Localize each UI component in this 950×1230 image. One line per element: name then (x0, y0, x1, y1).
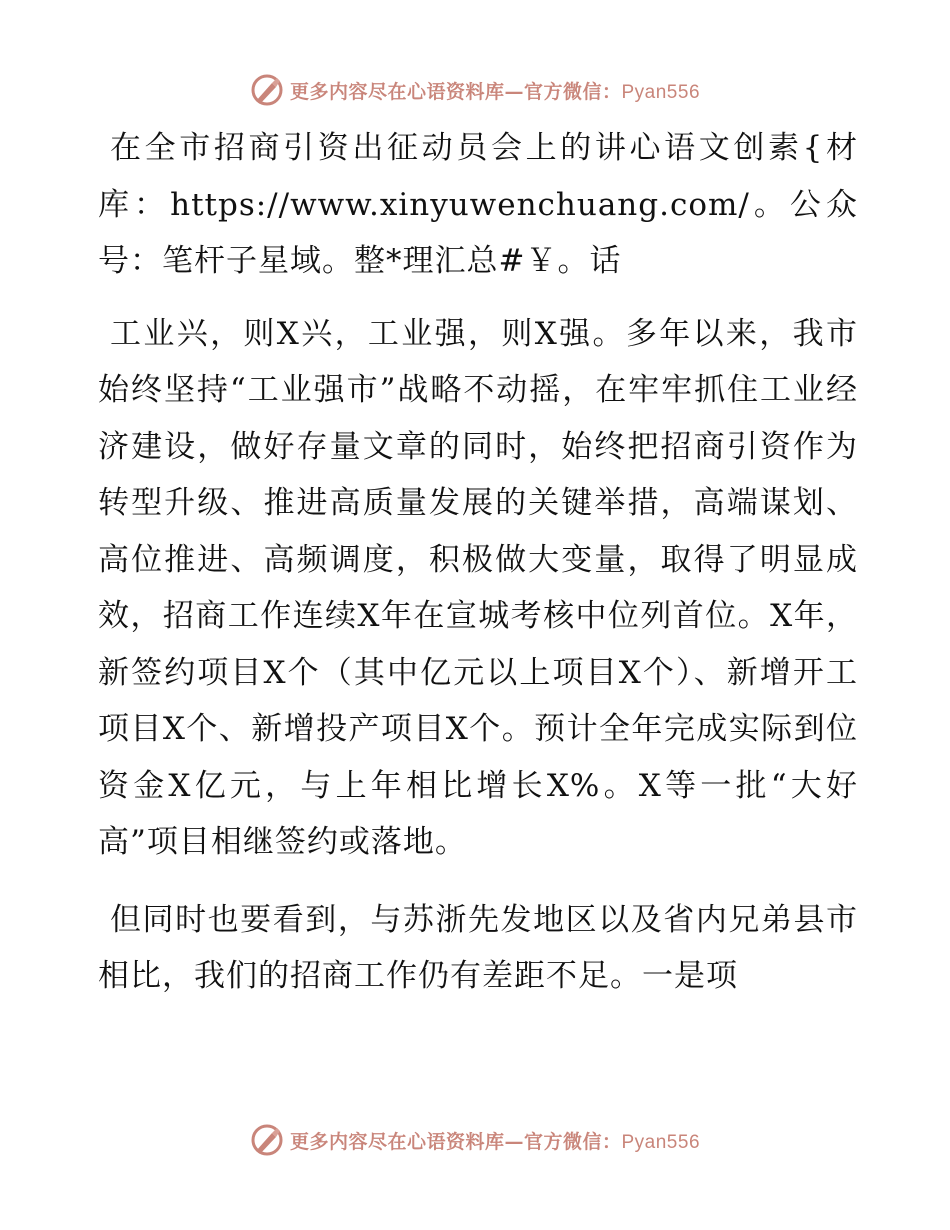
body-paragraph-2: 但同时也要看到，与苏浙先发地区以及省内兄弟县市相比，我们的招商工作仍有差距不足。一是项 (98, 901, 858, 994)
watermark-text: 更多内容尽在心语资料库—官方微信：Pyan556 (289, 80, 701, 103)
title-paragraph: 在全市招商引资出征动员会上的讲心语文创素{材库：https://www.xinyuwenchuang.com/。公众号：笔杆子星域。整*理汇总#￥。话 (98, 130, 858, 279)
body-paragraph-1: 工业兴，则X兴，工业强，则X强。多年以来，我市始终坚持“工业强市”战略不动摇，在牢牢抓住工业经济建设，做好存量文章的同时，始终把招商引资作为转型升级、推进高质量发展的关键举措，高端谋划、高位推进、高频调度，积极做大变量，取得了明显成效，招商工作连续X年在宣城考核中位列首位。X年，新签约项目X个（其中亿元以上项目X个）、新增开工项目X个、新增投产项目X个。预计全年完成实际到位资金X亿元，与上年相比增长X%。X等一批“大好高”项目相继签约或落地。 (98, 315, 858, 860)
watermark-text: 更多内容尽在心语资料库—官方微信：Pyan556 (289, 1130, 701, 1153)
header-watermark (0, 70, 950, 110)
watermark-wechat-id: Pyan556 (621, 81, 701, 103)
footer-watermark (0, 1120, 950, 1160)
pen-logo-icon (250, 1123, 284, 1157)
pen-logo-icon (250, 73, 284, 107)
document-body (98, 120, 858, 1026)
watermark-wechat-id: Pyan556 (621, 1131, 701, 1153)
